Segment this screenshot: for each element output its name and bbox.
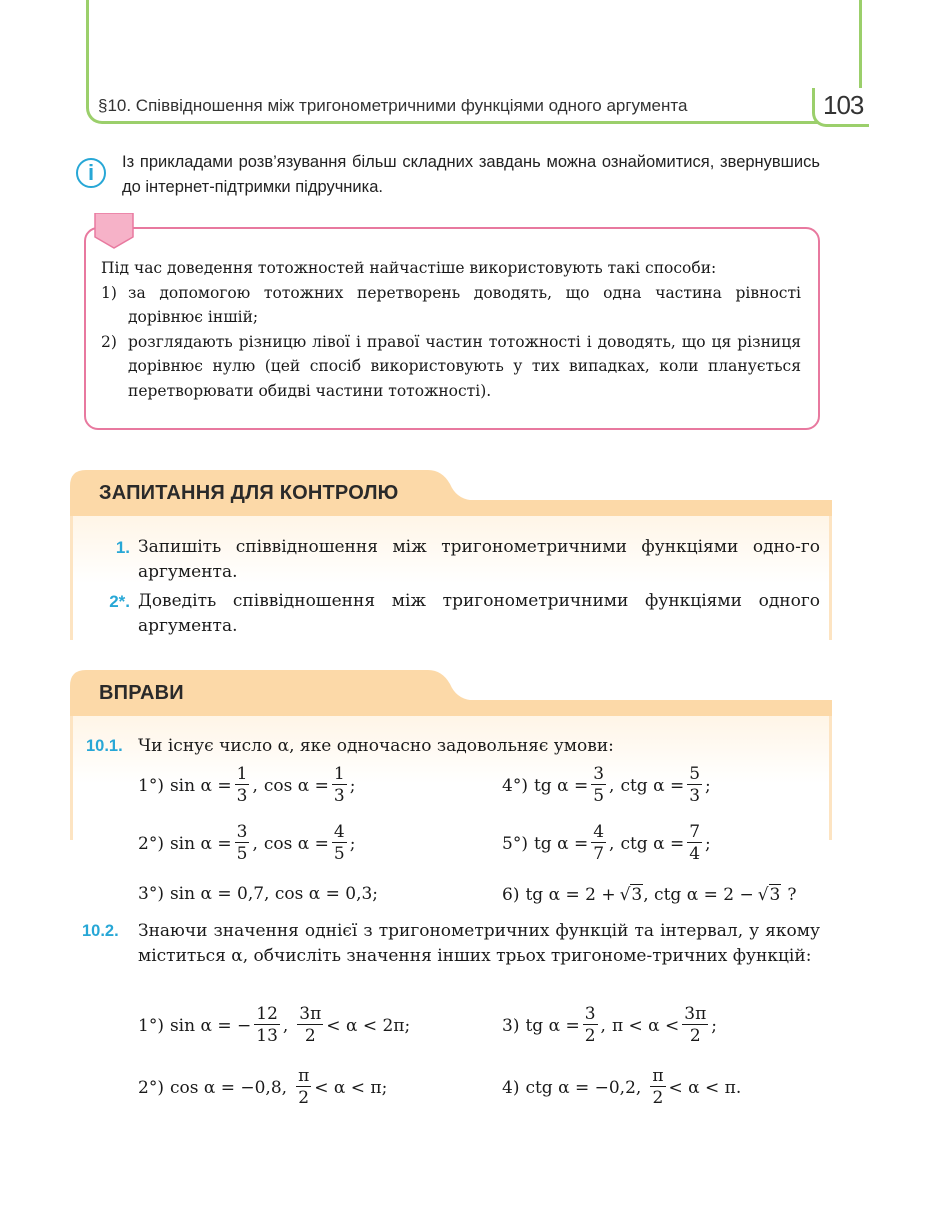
denominator: 4	[689, 844, 701, 864]
item-label: 5°)	[502, 833, 528, 854]
numerator: 3	[584, 1004, 596, 1024]
formula-part: cos α =	[263, 775, 329, 796]
info-note-text: Із прикладами розв’язування більш складних завдань можна ознайомитися, звернувшись до інтернет-підтримки підручника.	[122, 153, 820, 196]
info-icon: i	[76, 158, 106, 188]
exercise-item	[138, 822, 355, 865]
item-label: 1°)	[138, 775, 164, 796]
exercise-item	[138, 764, 355, 807]
section-tab	[70, 670, 832, 714]
item-label: 3)	[502, 1015, 520, 1036]
denominator: 2	[304, 1026, 316, 1046]
formula-part: cos α =	[263, 833, 329, 854]
square-root: √ 3	[619, 885, 643, 905]
fraction	[254, 1004, 280, 1047]
rule-item	[101, 281, 801, 330]
separator: ,	[600, 1015, 606, 1036]
fraction	[687, 822, 702, 865]
terminator: ;	[711, 1015, 718, 1036]
numerator: 1	[333, 764, 345, 784]
terminator: ;	[705, 775, 711, 796]
numerator: π	[298, 1066, 310, 1086]
item-label: 6)	[502, 884, 520, 905]
formula-part: ctg α = −0,2,	[525, 1077, 642, 1098]
fraction	[591, 764, 606, 807]
section-title: §10. Співвідношення між тригонометричними функціями одного аргумента	[98, 96, 688, 115]
formula-part: sin α =	[169, 833, 232, 854]
denominator: 2	[298, 1088, 310, 1108]
separator: ,	[609, 833, 615, 854]
item-label: 4)	[502, 1077, 520, 1098]
numerator: 5	[689, 764, 701, 784]
radicand: 3	[631, 885, 643, 905]
denominator: 2	[652, 1088, 664, 1108]
denominator: 7	[593, 844, 605, 864]
rule-item-num: 1)	[101, 283, 117, 302]
square-root: √ 3	[757, 885, 781, 905]
question-text: Доведіть співвідношення між тригонометричними функціями одного аргумента.	[138, 591, 820, 636]
fraction	[583, 1004, 598, 1047]
question-num: 2*.	[109, 592, 130, 611]
formula-part: cos α = −0,8,	[169, 1077, 288, 1098]
terminator: ;	[349, 775, 356, 796]
denominator: 5	[333, 844, 345, 864]
denominator: 2	[689, 1026, 701, 1046]
rule-intro: Під час доведення тотожностей найчастіше використовують такі способи:	[101, 259, 717, 277]
separator: ,	[609, 775, 615, 796]
denominator: 13	[256, 1026, 278, 1046]
fraction	[235, 764, 250, 807]
condition: < α < 2π;	[326, 1015, 411, 1036]
fraction	[687, 764, 702, 807]
rule-item-num: 2)	[101, 332, 117, 351]
exercise-item	[502, 884, 797, 905]
denominator: 3	[689, 786, 701, 806]
item-label: 4°)	[502, 775, 528, 796]
condition: < α < π;	[314, 1077, 388, 1098]
fraction	[332, 822, 347, 865]
formula-text: sin α = 0,7, cos α = 0,3;	[169, 884, 379, 904]
page-number: 103	[823, 90, 864, 120]
bookmark-flag-icon	[94, 213, 134, 249]
formula-part: ctg α =	[620, 833, 685, 854]
fraction	[297, 1004, 323, 1047]
fraction	[682, 1004, 708, 1047]
question-num: 1.	[115, 538, 130, 557]
formula-part: sin α =	[169, 775, 232, 796]
rule-item	[101, 330, 801, 404]
exercise-item	[138, 884, 378, 904]
separator: ,	[282, 1015, 289, 1036]
terminator: ?	[787, 884, 797, 905]
formula-part: , ctg α = 2 −	[643, 884, 754, 905]
section-heading: ЗАПИТАННЯ ДЛЯ КОНТРОЛЮ	[99, 482, 399, 504]
numerator: 3	[236, 822, 248, 842]
denominator: 3	[236, 786, 248, 806]
fraction	[296, 1066, 311, 1109]
denominator: 2	[584, 1026, 596, 1046]
question-list	[100, 535, 820, 643]
section-heading: ВПРАВИ	[99, 682, 184, 704]
item-label: 1°)	[138, 1015, 164, 1036]
formula-part: tg α =	[533, 775, 589, 796]
exercise-item	[138, 1004, 410, 1047]
denominator: 3	[333, 786, 345, 806]
formula-part: tg α = 2 +	[525, 884, 616, 905]
item-label: 3°)	[138, 884, 164, 904]
radicand: 3	[769, 885, 781, 905]
denominator: 5	[236, 844, 248, 864]
numerator: 4	[333, 822, 345, 842]
numerator: 4	[593, 822, 605, 842]
exercise-num: 10.1.	[86, 737, 123, 755]
numerator: 3	[593, 764, 605, 784]
exercise-item	[502, 764, 711, 807]
exercise-item	[502, 1004, 717, 1047]
question-text: Запишіть співвідношення між тригонометричними функціями одно-го аргумента.	[138, 537, 820, 582]
terminator: ;	[705, 833, 711, 854]
numerator: π	[652, 1066, 664, 1086]
exercise-item	[502, 822, 711, 865]
numerator: 12	[256, 1004, 278, 1024]
rule-item-text: за допомогою тотожних перетворень доводять, що одна частина рівності дорівнює іншій;	[128, 283, 801, 326]
formula-part: tg α =	[533, 833, 589, 854]
item-label: 2°)	[138, 1077, 164, 1098]
exercise-num: 10.2.	[82, 922, 119, 940]
formula-part: ctg α =	[620, 775, 685, 796]
rule-box-content	[101, 256, 801, 403]
numerator: 3π	[684, 1004, 707, 1024]
condition: π < α <	[611, 1015, 680, 1036]
terminator: ;	[349, 833, 356, 854]
denominator: 5	[593, 786, 605, 806]
exercise-text: Чи існує число α, яке одночасно задовольняє умови:	[138, 736, 614, 756]
rule-item-text: розглядають різницю лівої і правої частин тотожності і доводять, що ця різниця дорівнює нулю (цей спосіб використовують у тих випадках, коли планується перетворювати обидві частини тотожності).	[128, 332, 801, 400]
list-item	[100, 589, 820, 639]
exercise-item	[138, 1066, 387, 1109]
exercise-text: Знаючи значення однієї з тригонометричних функцій та інтервал, у якому міститься α, обчисліть значення інших трьох тригономе-тричних функцій:	[138, 921, 820, 966]
fraction	[235, 822, 250, 865]
condition: < α < π.	[668, 1077, 742, 1098]
formula-part: sin α = −	[169, 1015, 252, 1036]
numerator: 1	[236, 764, 248, 784]
list-item	[100, 535, 820, 585]
numerator: 7	[689, 822, 701, 842]
item-label: 2°)	[138, 833, 164, 854]
formula-part: tg α =	[525, 1015, 580, 1036]
separator: ,	[252, 833, 258, 854]
exercise-item	[502, 1066, 741, 1109]
separator: ,	[252, 775, 258, 796]
fraction	[332, 764, 347, 807]
fraction	[591, 822, 606, 865]
numerator: 3π	[299, 1004, 322, 1024]
fraction	[650, 1066, 665, 1109]
